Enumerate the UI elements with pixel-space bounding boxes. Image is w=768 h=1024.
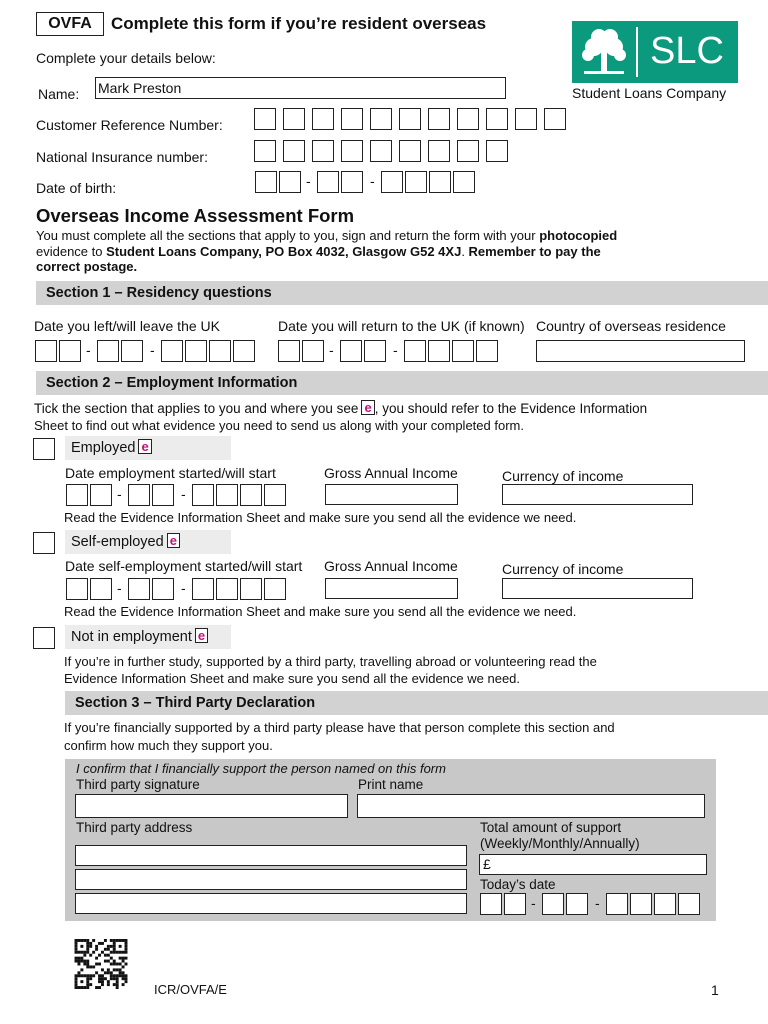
date-separator: - xyxy=(306,173,311,189)
evidence-e-icon: e xyxy=(195,628,208,643)
address-label: Third party address xyxy=(76,820,193,835)
address-line2-field[interactable] xyxy=(75,869,467,890)
char-box[interactable] xyxy=(341,140,363,162)
print-name-label: Print name xyxy=(358,777,424,792)
char-box[interactable] xyxy=(399,140,421,162)
date-separator: - xyxy=(370,173,375,189)
char-box[interactable] xyxy=(654,893,676,915)
assessment-intro: You must complete all the sections that apply to you, sign and return the form with your photocopied evidence to Student Loans Company, PO Box 4032, Glasgow G52 4XJ. Remember to pay the correct postage. xyxy=(36,228,618,274)
char-box[interactable] xyxy=(264,484,286,506)
details-instruction: Complete your details below: xyxy=(36,50,216,66)
signature-label: Third party signature xyxy=(76,777,200,792)
char-box[interactable] xyxy=(312,140,334,162)
char-box[interactable] xyxy=(121,340,143,362)
date-separator: - xyxy=(393,342,398,358)
today-date-label: Today’s date xyxy=(480,877,556,892)
char-box[interactable] xyxy=(381,171,403,193)
not-employed-label: Not in employment e xyxy=(65,625,231,649)
evidence-e-icon: e xyxy=(361,400,374,415)
char-box[interactable] xyxy=(254,108,276,130)
date-separator: - xyxy=(181,486,186,502)
self-employed-date-label: Date self-employment started/will start xyxy=(65,558,303,574)
char-box[interactable] xyxy=(209,340,231,362)
form-title: Complete this form if you’re resident overseas xyxy=(111,14,487,33)
char-box[interactable] xyxy=(233,340,255,362)
nin-label: National Insurance number: xyxy=(36,149,208,165)
name-label: Name: xyxy=(38,86,80,102)
logo-abbr: SLC xyxy=(650,30,724,72)
section3-intro-line1: If you’re financially supported by a third party please have that person complete this section and xyxy=(64,720,615,735)
support-amount-field[interactable]: £ xyxy=(479,854,707,875)
char-box[interactable] xyxy=(278,340,300,362)
char-box[interactable] xyxy=(405,171,427,193)
char-box[interactable] xyxy=(317,171,339,193)
char-box[interactable] xyxy=(97,340,119,362)
page-number: 1 xyxy=(711,982,719,998)
section2-header: Section 2 – Employment Information xyxy=(36,371,768,395)
left-uk-label: Date you left/will leave the UK xyxy=(34,318,220,334)
date-separator: - xyxy=(150,342,155,358)
char-box[interactable] xyxy=(283,108,305,130)
evidence-e-icon: e xyxy=(138,439,151,454)
crn-label: Customer Reference Number: xyxy=(36,117,223,133)
section3-header: Section 3 – Third Party Declaration xyxy=(65,691,768,715)
date-separator: - xyxy=(181,580,186,596)
char-box[interactable] xyxy=(185,340,207,362)
date-separator: - xyxy=(86,342,91,358)
char-box[interactable] xyxy=(255,171,277,193)
char-box[interactable] xyxy=(59,340,81,362)
return-uk-label: Date you will return to the UK (if known) xyxy=(278,318,525,334)
char-box[interactable] xyxy=(515,108,537,130)
section2-intro-line2: Sheet to find out what evidence you need to send us along with your completed form. xyxy=(34,418,524,433)
char-box[interactable] xyxy=(428,108,450,130)
char-box[interactable] xyxy=(128,578,150,600)
employed-note: Read the Evidence Information Sheet and make sure you send all the evidence we need. xyxy=(64,510,577,525)
char-box[interactable] xyxy=(279,171,301,193)
date-separator: - xyxy=(329,342,334,358)
char-box[interactable] xyxy=(504,893,526,915)
char-box[interactable] xyxy=(476,340,498,362)
char-box[interactable] xyxy=(312,108,334,130)
employed-date-label: Date employment started/will start xyxy=(65,465,276,481)
char-box[interactable] xyxy=(35,340,57,362)
char-box[interactable] xyxy=(66,578,88,600)
address-line3-field[interactable] xyxy=(75,893,467,914)
char-box[interactable] xyxy=(370,140,392,162)
self-employed-checkbox[interactable] xyxy=(33,532,55,554)
char-box[interactable] xyxy=(428,140,450,162)
date-separator: - xyxy=(595,895,600,911)
qr-code xyxy=(74,939,128,989)
char-box[interactable] xyxy=(264,578,286,600)
form-code: OVFA xyxy=(36,12,104,36)
char-box[interactable] xyxy=(152,578,174,600)
print-name-field[interactable] xyxy=(357,794,705,818)
self-employed-income-field[interactable] xyxy=(325,578,458,599)
logo-name: Student Loans Company xyxy=(572,85,727,101)
char-box[interactable] xyxy=(457,140,479,162)
char-box[interactable] xyxy=(283,140,305,162)
char-box[interactable] xyxy=(90,484,112,506)
employed-currency-field[interactable] xyxy=(502,484,693,505)
char-box[interactable] xyxy=(90,578,112,600)
footer-code: ICR/OVFA/E xyxy=(154,982,227,997)
char-box[interactable] xyxy=(341,108,363,130)
evidence-e-icon: e xyxy=(167,533,180,548)
char-box[interactable] xyxy=(453,171,475,193)
employed-label: Employed e xyxy=(65,436,231,460)
char-box[interactable] xyxy=(364,340,386,362)
char-box[interactable] xyxy=(566,893,588,915)
tree-icon xyxy=(572,21,636,83)
self-employed-currency-field[interactable] xyxy=(502,578,693,599)
section2-intro-line1: Tick the section that applies to you and where you see e , you should refer to the Evidence Information xyxy=(34,400,648,416)
support-label-line2: (Weekly/Monthly/Annually) xyxy=(480,836,640,851)
support-label-line1: Total amount of support xyxy=(480,820,622,835)
not-employed-note-line2: Evidence Information Sheet and make sure you send all the evidence we need. xyxy=(64,671,521,686)
char-box[interactable] xyxy=(399,108,421,130)
char-box[interactable] xyxy=(486,108,508,130)
char-box[interactable] xyxy=(192,578,214,600)
slc-logo xyxy=(572,21,738,83)
char-box[interactable] xyxy=(302,340,324,362)
char-box[interactable] xyxy=(370,108,392,130)
employed-checkbox[interactable] xyxy=(33,438,55,460)
date-separator: - xyxy=(117,486,122,502)
char-box[interactable] xyxy=(240,578,262,600)
self-employed-note: Read the Evidence Information Sheet and make sure you send all the evidence we need. xyxy=(64,604,577,619)
country-label: Country of overseas residence xyxy=(536,318,726,334)
char-box[interactable] xyxy=(216,578,238,600)
self-employed-income-label: Gross Annual Income xyxy=(324,558,458,574)
section1-header: Section 1 – Residency questions xyxy=(36,281,768,305)
date-separator: - xyxy=(117,580,122,596)
char-box[interactable] xyxy=(340,340,362,362)
name-field[interactable]: Mark Preston xyxy=(95,77,506,99)
char-box[interactable] xyxy=(240,484,262,506)
char-box[interactable] xyxy=(452,340,474,362)
employed-currency-label: Currency of income xyxy=(502,468,624,484)
char-box[interactable] xyxy=(678,893,700,915)
declaration-confirm: I confirm that I financially support the person named on this form xyxy=(76,761,446,776)
char-box[interactable] xyxy=(428,340,450,362)
dob-label: Date of birth: xyxy=(36,180,117,196)
char-box[interactable] xyxy=(128,484,150,506)
char-box[interactable] xyxy=(630,893,652,915)
section3-intro-line2: confirm how much they support you. xyxy=(64,738,273,753)
char-box[interactable] xyxy=(152,484,174,506)
date-separator: - xyxy=(531,895,536,911)
char-box[interactable] xyxy=(161,340,183,362)
char-box[interactable] xyxy=(429,171,451,193)
char-box[interactable] xyxy=(544,108,566,130)
char-box[interactable] xyxy=(341,171,363,193)
char-box[interactable] xyxy=(480,893,502,915)
employed-income-field[interactable] xyxy=(325,484,458,505)
char-box[interactable] xyxy=(254,140,276,162)
self-employed-currency-label: Currency of income xyxy=(502,561,624,577)
char-box[interactable] xyxy=(66,484,88,506)
country-field[interactable] xyxy=(536,340,745,362)
char-box[interactable] xyxy=(542,893,564,915)
char-box[interactable] xyxy=(457,108,479,130)
signature-field[interactable] xyxy=(75,794,348,818)
char-box[interactable] xyxy=(606,893,628,915)
employed-income-label: Gross Annual Income xyxy=(324,465,458,481)
char-box[interactable] xyxy=(216,484,238,506)
char-box[interactable] xyxy=(192,484,214,506)
not-employed-note-line1: If you’re in further study, supported by a third party, travelling abroad or volunteering read the xyxy=(64,654,597,669)
address-line1-field[interactable] xyxy=(75,845,467,866)
not-employed-checkbox[interactable] xyxy=(33,627,55,649)
assessment-title: Overseas Income Assessment Form xyxy=(36,205,355,226)
self-employed-label: Self-employed e xyxy=(65,530,231,554)
char-box[interactable] xyxy=(404,340,426,362)
char-box[interactable] xyxy=(486,140,508,162)
